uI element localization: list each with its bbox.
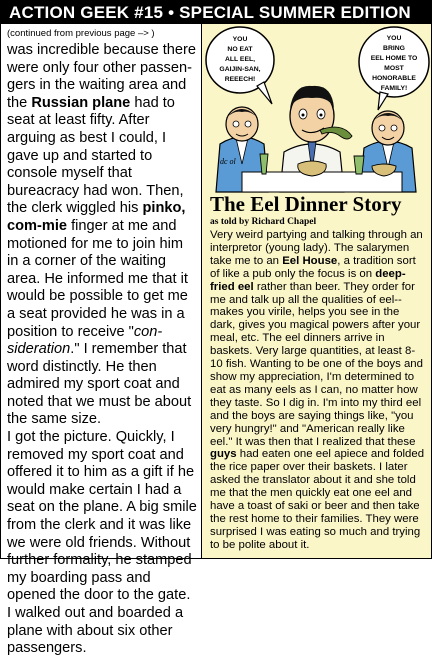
article-paragraph-1 (7, 42, 197, 429)
bold-run-russian-plane: Russian plane (31, 94, 131, 111)
bubble-left-line-3: ALL EEL, (224, 56, 256, 63)
continued-note: (continued from previous page –> ) (7, 28, 155, 39)
artist-signature: dc ol (220, 157, 236, 166)
bubble-left-line-4: GAIJIN-SAN, (219, 66, 261, 73)
bubble-right-line-2: BRING (383, 45, 405, 52)
bubble-right-line-5: HONORABLE (372, 75, 416, 82)
story-byline: as told by Richard Chapel (210, 217, 317, 227)
bubble-right-line-1: YOU (386, 35, 402, 42)
article-paragraph-2: I got the picture. Quickly, I removed my sport coat and offered it to him as a gift if he would make certain I had a seat on the plane. A big smile from the clerk and it was like we were old friends. Without further formality, he stamped my boarding pass and opened the door to the gate. I walked out and boarded a plane with about six other passengers. (7, 429, 197, 657)
speech-bubble-right (359, 27, 429, 110)
bubble-right-line-4: MOST (384, 65, 404, 72)
text-run: rather than beer. They order for me and talk up all the qualities of eel-- makes you virile, helps you see in the dark, gives you magical powers after your meal, etc. The eel dinners arrive in baskets. Very large quantities, at least 8-10 fish. Wanting to be one of the boys and show my appreciation, I'm determined to eat as many eels as I can, no matter how they taste. So I dig in. I'm into my third eel and the boys are saying things like, "you very hungry!" and "American really like eel." It was then that I realized that these (210, 280, 423, 448)
bubble-left-line-1: YOU (232, 36, 248, 43)
bubble-right-line-3: EEL HOME TO (370, 55, 418, 62)
bubble-right-line-6: FAMILY! (380, 85, 408, 92)
text-run: had to seat at least fifty. After arguing as best I could, I gave up and started to console myself that bureacracy had won. Then, the clerk wiggled his (7, 94, 184, 217)
story-paragraph (210, 229, 426, 552)
bubble-left-line-2: NO EAT (227, 46, 253, 53)
bubble-left-line-5: REEECH! (224, 76, 256, 83)
story-title: The Eel Dinner Story (210, 192, 402, 216)
story-panel (201, 24, 431, 558)
text-run: ." I remember that word distinctly. He then admired my sport coat and noted that we must be about the same size. (7, 341, 192, 428)
bold-run-deep-fried-eel: deep-fried eel (210, 267, 406, 293)
banner-title: ACTION GEEK #15 • SPECIAL SUMMER EDITION (1, 1, 431, 24)
bold-run-eel-house: Eel House (282, 254, 338, 267)
eel-dinner-cartoon (202, 24, 431, 192)
bold-run-guys: guys (210, 448, 237, 461)
italic-run-consideration: con-sideration (7, 323, 163, 358)
bold-run-pinko: pinko, com-mie (7, 200, 186, 234)
text-run: finger at me and motioned for me to join him in a corner of the waiting area. He informed me that it would be possible to get me a seat provided he was in a position to receive " (7, 217, 188, 340)
text-run: had eaten one eel apiece and folded the rice paper over their baskets. I later asked the translator about it and she told me that the men quickly eat one eel and have a toast of saki or beer and then take the rest home to their families. They were surprised I was eating so much and trying to be polite about it. (210, 448, 425, 551)
text-run: was incredible because there were only four other passen-gers in the waiting area and the (7, 42, 197, 111)
speech-bubble-left (206, 27, 274, 104)
text-run: , a tradition sort of like a pub only the focus is on (210, 254, 416, 280)
left-column-article (7, 28, 197, 658)
story-body (210, 229, 426, 552)
text-run: Very weird partying and talking through an interpretor (young lady). The salarymen take me to an (210, 229, 423, 267)
